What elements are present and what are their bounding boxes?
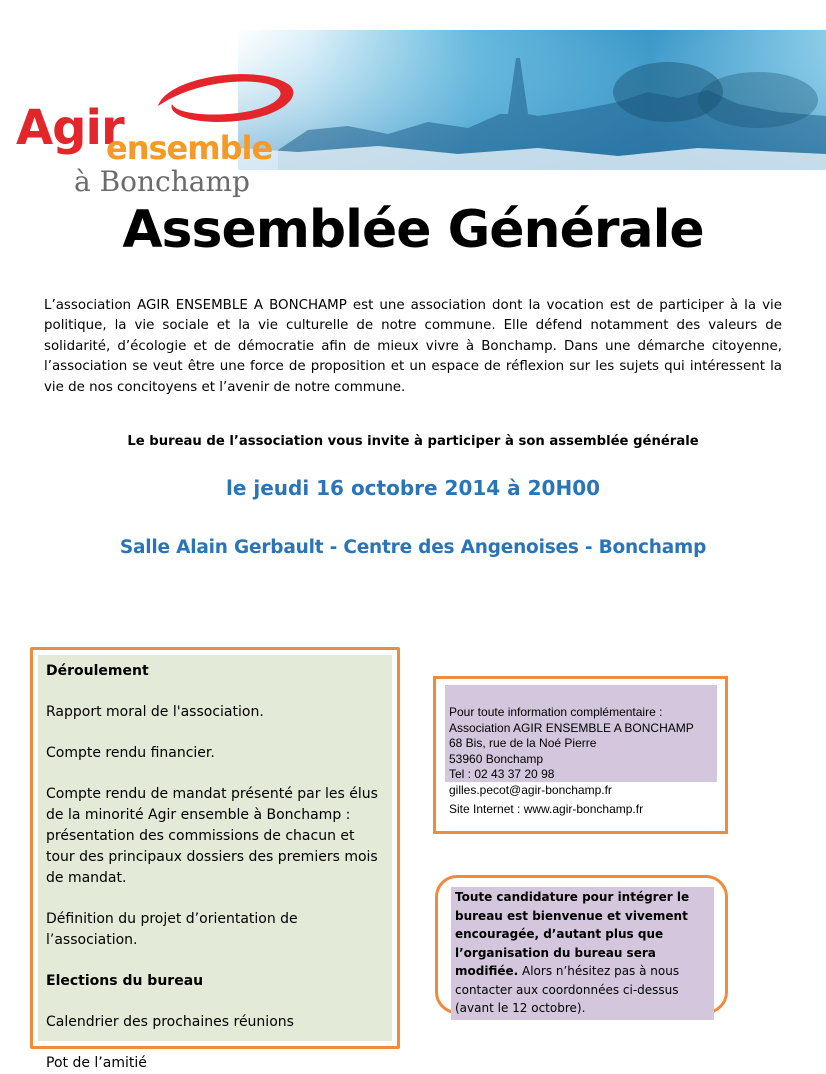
candidature-normal: Alors n’hésitez pas à nous contacter aux coordonnées ci-dessus (avant le 12 octobre). [455, 964, 680, 1015]
event-venue: Salle Alain Gerbault - Centre des Angenoises - Bonchamp [119, 537, 707, 558]
programme-heading: Déroulement [46, 663, 149, 679]
header-banner [0, 28, 826, 198]
programme-content [38, 655, 392, 1071]
programme-closing: Pot de l’amitié [46, 1055, 147, 1071]
agir-ensemble-logo [16, 64, 306, 204]
candidature-text [451, 887, 714, 1020]
page-title: Assemblée Générale [122, 200, 704, 260]
programme-item: Définition du projet d’orientation de l’association. [46, 911, 298, 948]
info-line: Pour toute information complémentaire : [449, 705, 663, 719]
info-association: Association AGIR ENSEMBLE A BONCHAMP [449, 720, 694, 735]
logo-place-text: à Bonchamp [74, 165, 250, 198]
invitation-text: Le bureau de l’association vous invite à participer à son assemblée générale [127, 434, 699, 449]
info-website[interactable]: Site Internet : www.agir-bonchamp.fr [449, 802, 644, 816]
programme-box [30, 647, 400, 1071]
candidature-bold: Toute candidature pour intégrer le bureau est bienvenue et vivement encouragée, d’autant plus que l’organisation du bureau sera modifiée. [455, 890, 690, 978]
swoosh-icon [148, 64, 308, 134]
candidature-box [435, 875, 728, 1014]
event-date: le jeudi 16 octobre 2014 à 20H00 [225, 476, 601, 500]
info-phone: Tel : 02 43 37 20 98 [449, 767, 555, 781]
town-photo [238, 30, 826, 170]
programme-item: Rapport moral de l'association. [46, 704, 264, 720]
logo-ensemble-text: ensemble [106, 129, 273, 167]
intro-paragraph: L’association AGIR ENSEMBLE A BONCHAMP est une association dont la vocation est de participer à la vie politique, la vie sociale et la vie culturelle de notre commune. Elle défend notamment des valeurs de solidarité, d’écologie et de démocratie afin de mieux vivre à Bonchamp. Dans une démarche citoyenne, l’association se veut être une force de proposition et un espace de réflexion sur les sujets qui intéressent la vie de nos concitoyens et l’avenir de notre commune. [44, 298, 782, 395]
programme-item: Compte rendu de mandat présenté par les élus de la minorité Agir ensemble à Bonchamp : présentation des commissions de chacun et tour des principaux dossiers des premiers mois de mandat. [46, 786, 378, 886]
info-email[interactable]: gilles.pecot@agir-bonchamp.fr [449, 782, 612, 797]
contact-info-box [433, 676, 728, 834]
info-address: 68 Bis, rue de la Noé Pierre [449, 736, 597, 750]
programme-elections: Elections du bureau [46, 973, 204, 989]
programme-item: Compte rendu financier. [46, 745, 215, 761]
info-city: 53960 Bonchamp [449, 751, 544, 766]
contact-details [445, 685, 717, 797]
programme-calendar: Calendrier des prochaines réunions [46, 1014, 294, 1030]
logo-agir-text: Agir [16, 100, 124, 156]
